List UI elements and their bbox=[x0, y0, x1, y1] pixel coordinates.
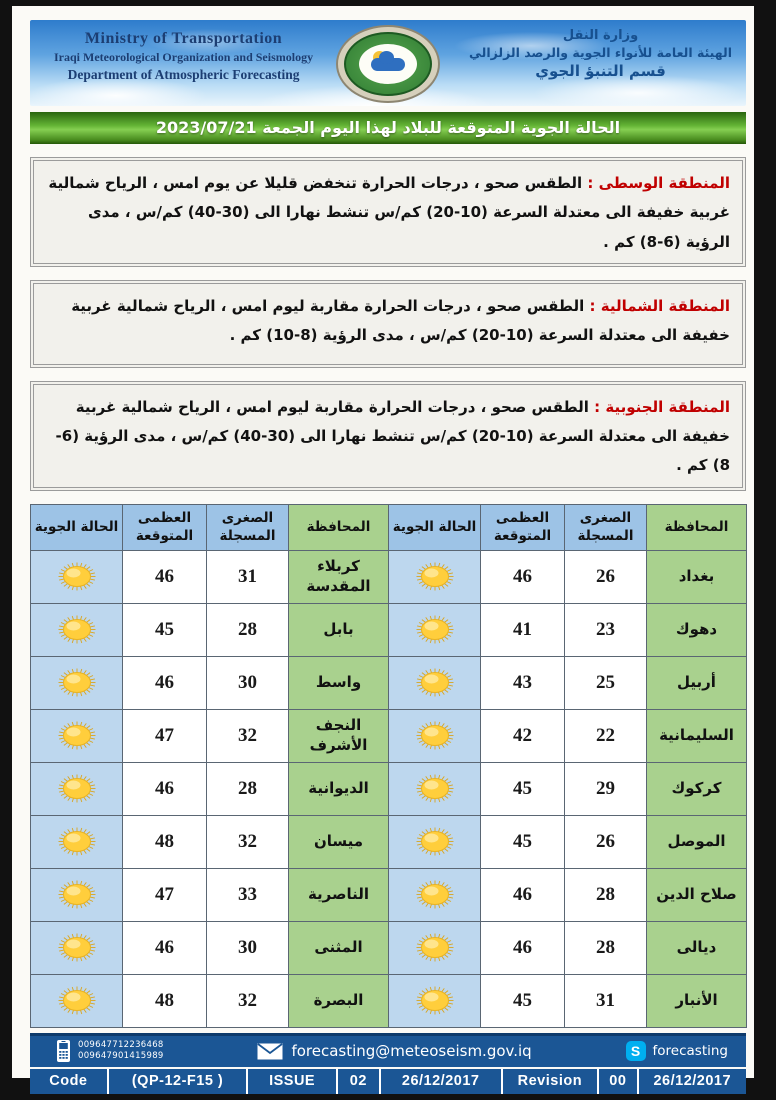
sun-icon bbox=[412, 772, 458, 805]
col-min-recorded: الصغرى المسجلة bbox=[565, 504, 647, 550]
region-text: الطقس صحو ، درجات الحرارة مقاربة ليوم امس ، الرياح شمالية غربية خفيفة الى معتدلة السرعة (10-20) كم/س تنشط نهارا الى (30-40) كم/س ، مدى الرؤية (6-8) كم . bbox=[55, 397, 730, 475]
skype-icon: S bbox=[626, 1041, 646, 1061]
col-governorate: المحافظة bbox=[647, 504, 747, 550]
weather-condition-cell bbox=[389, 974, 481, 1027]
envelope-icon bbox=[257, 1043, 283, 1060]
letterhead-english bbox=[54, 30, 313, 83]
max-temperature: 46 bbox=[123, 762, 207, 815]
sun-icon bbox=[412, 560, 458, 593]
max-temperature: 45 bbox=[481, 815, 565, 868]
max-temperature: 46 bbox=[123, 656, 207, 709]
governorate-name: ميسان bbox=[289, 815, 389, 868]
max-temperature: 46 bbox=[481, 921, 565, 974]
code-label: Code bbox=[30, 1069, 109, 1094]
letterhead bbox=[30, 20, 746, 106]
weather-condition-cell bbox=[389, 709, 481, 762]
page-title: الحالة الجوية المتوقعة للبلاد لهذا اليوم الجمعة 2023/07/21 bbox=[30, 112, 746, 144]
max-temperature: 47 bbox=[123, 868, 207, 921]
sun-icon bbox=[54, 719, 100, 752]
weather-condition-cell bbox=[389, 762, 481, 815]
governorate-name: المثنى bbox=[289, 921, 389, 974]
sun-icon bbox=[412, 613, 458, 646]
letterhead-arabic bbox=[469, 28, 732, 80]
issue-date: 26/12/2017 bbox=[381, 1069, 503, 1094]
min-temperature: 30 bbox=[207, 921, 289, 974]
skype-handle: forecasting bbox=[652, 1043, 728, 1059]
weather-condition-cell bbox=[389, 921, 481, 974]
min-temperature: 29 bbox=[565, 762, 647, 815]
table-row bbox=[31, 815, 747, 868]
phone-contact bbox=[56, 1039, 164, 1063]
department-name-en: Department of Atmospheric Forecasting bbox=[67, 67, 300, 82]
min-temperature: 31 bbox=[207, 550, 289, 603]
forecast-box-southern bbox=[30, 381, 746, 491]
sun-icon bbox=[412, 878, 458, 911]
governorate-name: السليمانية bbox=[647, 709, 747, 762]
governorate-name: بغداد bbox=[647, 550, 747, 603]
table-row bbox=[31, 868, 747, 921]
weather-condition-cell bbox=[31, 762, 123, 815]
max-temperature: 46 bbox=[481, 868, 565, 921]
max-temperature: 47 bbox=[123, 709, 207, 762]
report-page bbox=[12, 6, 754, 1089]
weather-condition-cell bbox=[31, 974, 123, 1027]
governorate-name: كربلاء المقدسة bbox=[289, 550, 389, 603]
mobile-phone-icon bbox=[56, 1039, 71, 1063]
contact-bar bbox=[30, 1033, 746, 1067]
revision-date: 26/12/2017 bbox=[653, 1073, 732, 1089]
weather-condition-cell bbox=[31, 815, 123, 868]
sun-icon bbox=[54, 931, 100, 964]
department-name-ar: قسم التنبؤ الجوي bbox=[535, 62, 666, 80]
governorate-name: الأنبار bbox=[647, 974, 747, 1027]
sun-icon bbox=[412, 931, 458, 964]
min-temperature: 32 bbox=[207, 974, 289, 1027]
max-temperature: 46 bbox=[123, 921, 207, 974]
min-temperature: 32 bbox=[207, 709, 289, 762]
sun-icon bbox=[54, 560, 100, 593]
table-row bbox=[31, 550, 747, 603]
code-value: (QP-12-F15 ) bbox=[109, 1069, 249, 1094]
weather-table-body bbox=[31, 550, 747, 1027]
issue-label: ISSUE bbox=[248, 1069, 338, 1094]
table-row bbox=[31, 656, 747, 709]
max-temperature: 46 bbox=[481, 550, 565, 603]
table-row bbox=[31, 709, 747, 762]
governorate-name: الناصرية bbox=[289, 868, 389, 921]
table-row bbox=[31, 921, 747, 974]
sun-icon bbox=[54, 825, 100, 858]
phone-number-2: 009647901415989 bbox=[78, 1051, 164, 1061]
col-max-expected: العظمى المتوقعة bbox=[123, 504, 207, 550]
ministry-name-en: Ministry of Transportation bbox=[84, 30, 283, 47]
sun-icon bbox=[412, 666, 458, 699]
governorate-name: الديوانية bbox=[289, 762, 389, 815]
min-temperature: 22 bbox=[565, 709, 647, 762]
max-temperature: 45 bbox=[481, 974, 565, 1027]
table-header-row bbox=[31, 504, 747, 550]
organization-name-ar: الهيئة العامة للأنواء الجوية والرصد الزلزالي bbox=[469, 45, 732, 60]
governorate-name: ديالى bbox=[647, 921, 747, 974]
col-weather-condition: الحالة الجوية bbox=[31, 504, 123, 550]
phone-number-1: 009647712236468 bbox=[78, 1040, 164, 1051]
max-temperature: 48 bbox=[123, 974, 207, 1027]
min-temperature: 28 bbox=[565, 921, 647, 974]
table-row bbox=[31, 603, 747, 656]
skype-contact bbox=[626, 1041, 728, 1061]
sun-icon bbox=[412, 984, 458, 1017]
governorate-name: دهوك bbox=[647, 603, 747, 656]
governorate-name: واسط bbox=[289, 656, 389, 709]
weather-condition-cell bbox=[389, 815, 481, 868]
max-temperature: 46 bbox=[123, 550, 207, 603]
governorate-name: كركوك bbox=[647, 762, 747, 815]
max-temperature: 48 bbox=[123, 815, 207, 868]
region-text: الطقس صحو ، درجات الحرارة تنخفض قليلا عن يوم امس ، الرياح شمالية غربية خفيفة الى معتدلة السرعة (10-20) كم/س تنشط نهارا الى (30-40) كم/س ، مدى الرؤية (6-8) كم . bbox=[48, 174, 730, 251]
col-min-recorded: الصغرى المسجلة bbox=[207, 504, 289, 550]
col-governorate: المحافظة bbox=[289, 504, 389, 550]
governorate-name: أربيل bbox=[647, 656, 747, 709]
phone-numbers bbox=[78, 1040, 164, 1061]
email-address: forecasting@meteoseism.gov.iq bbox=[291, 1042, 532, 1060]
max-temperature: 45 bbox=[123, 603, 207, 656]
sun-icon bbox=[54, 666, 100, 699]
table-row bbox=[31, 974, 747, 1027]
issue-number: 02 bbox=[338, 1069, 381, 1094]
weather-condition-cell bbox=[389, 868, 481, 921]
region-text: الطقس صحو ، درجات الحرارة مقاربة ليوم امس ، الرياح شمالية غربية خفيفة الى معتدلة السرعة (10-20) كم/س ، مدى الرؤية (8-10) كم . bbox=[71, 296, 730, 344]
weather-condition-cell bbox=[31, 709, 123, 762]
weather-condition-cell bbox=[389, 656, 481, 709]
region-label: المنطقة الشمالية : bbox=[589, 296, 730, 315]
min-temperature: 33 bbox=[207, 868, 289, 921]
temperatures-table bbox=[30, 504, 747, 1028]
forecast-box-central bbox=[30, 157, 746, 267]
min-temperature: 23 bbox=[565, 603, 647, 656]
sun-icon bbox=[54, 984, 100, 1017]
min-temperature: 28 bbox=[207, 603, 289, 656]
sun-icon bbox=[54, 878, 100, 911]
weather-condition-cell bbox=[31, 603, 123, 656]
revision-number: 00 bbox=[599, 1069, 638, 1094]
table-row bbox=[31, 762, 747, 815]
document-code-bar bbox=[30, 1069, 746, 1094]
min-temperature: 31 bbox=[565, 974, 647, 1027]
organization-name-en: Iraqi Meteorological Organization and Seismology bbox=[54, 50, 314, 64]
min-temperature: 28 bbox=[207, 762, 289, 815]
min-temperature: 25 bbox=[565, 656, 647, 709]
min-temperature: 26 bbox=[565, 550, 647, 603]
weather-condition-cell bbox=[389, 550, 481, 603]
sun-icon bbox=[54, 772, 100, 805]
governorate-name: النجف الأشرف bbox=[289, 709, 389, 762]
ministry-name-ar: وزارة النقل bbox=[562, 28, 639, 43]
weather-condition-cell bbox=[31, 921, 123, 974]
max-temperature: 43 bbox=[481, 656, 565, 709]
min-temperature: 32 bbox=[207, 815, 289, 868]
organization-logo-icon bbox=[336, 25, 440, 103]
col-max-expected: العظمى المتوقعة bbox=[481, 504, 565, 550]
min-temperature: 30 bbox=[207, 656, 289, 709]
weather-condition-cell bbox=[31, 550, 123, 603]
min-temperature: 26 bbox=[565, 815, 647, 868]
governorate-name: البصرة bbox=[289, 974, 389, 1027]
region-label: المنطقة الوسطى : bbox=[587, 174, 730, 192]
weather-condition-cell bbox=[389, 603, 481, 656]
weather-condition-cell bbox=[31, 656, 123, 709]
governorate-name: الموصل bbox=[647, 815, 747, 868]
sun-icon bbox=[54, 613, 100, 646]
max-temperature: 42 bbox=[481, 709, 565, 762]
region-label: المنطقة الجنوبية : bbox=[594, 397, 730, 416]
sun-icon bbox=[412, 825, 458, 858]
min-temperature: 28 bbox=[565, 868, 647, 921]
report-content bbox=[12, 6, 754, 1094]
revision-label: Revision bbox=[503, 1069, 600, 1094]
forecast-box-northern bbox=[30, 280, 746, 368]
col-weather-condition: الحالة الجوية bbox=[389, 504, 481, 550]
weather-condition-cell bbox=[31, 868, 123, 921]
max-temperature: 45 bbox=[481, 762, 565, 815]
governorate-name: صلاح الدين bbox=[647, 868, 747, 921]
logo-cloud-icon bbox=[371, 58, 405, 71]
email-contact bbox=[257, 1042, 531, 1060]
sun-icon bbox=[412, 719, 458, 752]
governorate-name: بابل bbox=[289, 603, 389, 656]
max-temperature: 41 bbox=[481, 603, 565, 656]
